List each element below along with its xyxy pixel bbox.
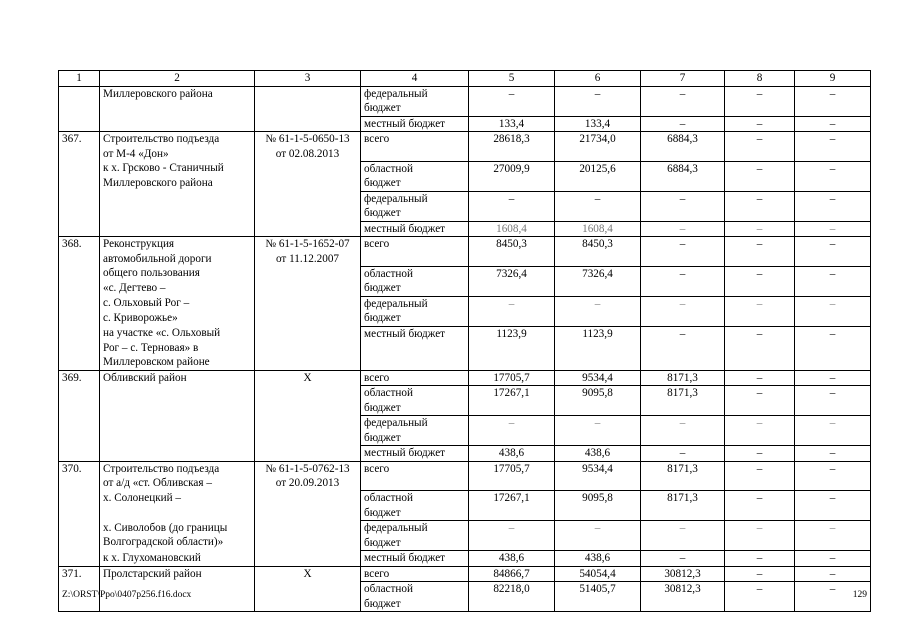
funding-source-line: областной	[364, 267, 413, 280]
amount-cell: 28618,3	[469, 132, 555, 162]
amount-cell: 1123,9	[469, 326, 555, 370]
object-name-line: общего пользования	[103, 267, 200, 279]
row-number	[59, 86, 100, 116]
funding-source-line: областной	[364, 162, 413, 175]
funding-source-line: всего	[364, 462, 390, 475]
amount-cell: 9095,8	[555, 491, 641, 521]
table-row	[59, 416, 871, 446]
object-name	[100, 416, 255, 446]
object-name-line: Обливский район	[103, 371, 187, 384]
amount-cell: –	[641, 116, 725, 132]
amount-cell: –	[725, 461, 795, 491]
amount-cell: –	[725, 116, 795, 132]
document-reference-line: Х	[303, 567, 312, 580]
amount-cell: –	[641, 191, 725, 221]
table-row	[59, 237, 871, 267]
object-name	[100, 551, 255, 567]
amount-cell: 54054,4	[555, 566, 641, 582]
object-name-line: х. Сиволобов (до границы	[103, 521, 228, 534]
row-number	[59, 296, 100, 326]
amount-cell: 8450,3	[555, 237, 641, 267]
document-reference	[255, 296, 361, 326]
amount-cell: –	[795, 446, 871, 462]
amount-cell: –	[641, 237, 725, 267]
document-reference	[255, 446, 361, 462]
object-name-line: Строительство подъезда	[103, 462, 220, 475]
object-name-line: Рог – с. Терновая» в	[103, 341, 199, 354]
table-row	[59, 296, 871, 326]
funding-source-line: бюджет	[364, 431, 401, 444]
funding-source-line: всего	[364, 133, 390, 145]
document-reference-line: от 02.08.2013	[275, 147, 340, 160]
amount-cell: –	[555, 521, 641, 551]
amount-cell: 20125,6	[555, 161, 641, 191]
amount-cell: 17705,7	[469, 461, 555, 491]
funding-source-line: местный бюджет	[364, 552, 446, 564]
funding-source	[361, 237, 469, 267]
amount-cell: –	[641, 296, 725, 326]
amount-cell: –	[795, 582, 871, 612]
amount-cell: –	[795, 386, 871, 416]
document-reference	[255, 416, 361, 446]
object-name-line: Миллеровского района	[103, 176, 213, 189]
table-row	[59, 116, 871, 132]
object-name-line: с. Криворожье»	[103, 311, 178, 324]
amount-cell: –	[641, 521, 725, 551]
table-row	[59, 461, 871, 491]
amount-cell: 17267,1	[469, 386, 555, 416]
object-name-line: Миллеровского района	[103, 87, 213, 100]
amount-cell: 133,4	[555, 116, 641, 132]
object-name	[100, 370, 255, 386]
document-reference	[255, 221, 361, 237]
column-header: 1	[59, 71, 100, 87]
amount-cell: –	[795, 132, 871, 162]
object-name-line: Пролстарский район	[103, 567, 202, 580]
amount-cell: –	[641, 446, 725, 462]
document-reference	[255, 86, 361, 116]
funding-source-line: бюджет	[364, 177, 401, 189]
object-name-line: Волгоградской области)»	[103, 536, 224, 548]
document-reference	[255, 237, 361, 267]
object-name-line: к х. Глухомановский	[103, 551, 201, 564]
column-header: 5	[469, 71, 555, 87]
funding-source-line: федеральный	[364, 192, 428, 205]
amount-cell: –	[641, 416, 725, 446]
funding-source-line: всего	[364, 238, 390, 250]
column-header: 2	[100, 71, 255, 87]
object-name	[100, 266, 255, 296]
table-row	[59, 566, 871, 582]
column-header: 6	[555, 71, 641, 87]
row-number	[59, 416, 100, 446]
amount-cell: 8171,3	[641, 386, 725, 416]
funding-source-line: областной	[364, 492, 413, 504]
amount-cell: 27009,9	[469, 161, 555, 191]
column-header: 9	[795, 71, 871, 87]
object-name-line: х. Солонецкий –	[103, 491, 182, 504]
amount-cell: 1608,4	[469, 221, 555, 237]
amount-cell: –	[795, 370, 871, 386]
row-number	[59, 386, 100, 416]
row-number	[59, 326, 100, 370]
amount-cell: –	[725, 446, 795, 462]
row-number: 369.	[59, 370, 100, 386]
table-row	[59, 370, 871, 386]
object-name	[100, 521, 255, 551]
funding-source	[361, 566, 469, 582]
funding-source-line: местный бюджет	[364, 222, 446, 235]
amount-cell: 8450,3	[469, 237, 555, 267]
object-name-line: на участке «с. Ольховый	[103, 327, 221, 339]
document-reference	[255, 551, 361, 567]
amount-cell: –	[795, 86, 871, 116]
object-name	[100, 161, 255, 191]
amount-cell: –	[641, 326, 725, 370]
funding-source-line: бюджет	[364, 312, 401, 324]
amount-cell: 438,6	[469, 446, 555, 462]
funding-source-line: федеральный	[364, 522, 428, 534]
funding-source	[361, 161, 469, 191]
amount-cell: 1608,4	[555, 221, 641, 237]
table-row	[59, 266, 871, 296]
amount-cell: –	[795, 266, 871, 296]
budget-table	[58, 70, 871, 612]
amount-cell: –	[795, 461, 871, 491]
document-reference	[255, 132, 361, 162]
row-number: 370.	[59, 461, 100, 491]
row-number	[59, 161, 100, 191]
amount-cell: –	[725, 386, 795, 416]
funding-source	[361, 221, 469, 237]
column-header: 8	[725, 71, 795, 87]
amount-cell: –	[725, 416, 795, 446]
object-name-line: автомобильной дороги	[103, 252, 212, 265]
amount-cell: –	[725, 237, 795, 267]
object-name	[100, 221, 255, 237]
object-name-line: «с. Дегтево –	[103, 281, 166, 294]
amount-cell: –	[795, 221, 871, 237]
amount-cell: –	[795, 116, 871, 132]
object-name-line: с. Ольховый Рог –	[103, 297, 190, 309]
amount-cell: 82218,0	[469, 582, 555, 612]
amount-cell: –	[555, 416, 641, 446]
amount-cell: –	[725, 86, 795, 116]
funding-source	[361, 132, 469, 162]
amount-cell: –	[725, 221, 795, 237]
document-reference	[255, 191, 361, 221]
amount-cell: 438,6	[469, 551, 555, 567]
amount-cell: –	[795, 161, 871, 191]
funding-source	[361, 296, 469, 326]
amount-cell: –	[469, 521, 555, 551]
object-name	[100, 237, 255, 267]
amount-cell: –	[795, 296, 871, 326]
row-number	[59, 491, 100, 521]
funding-source-line: бюджет	[364, 597, 401, 610]
funding-source	[361, 446, 469, 462]
amount-cell: 30812,3	[641, 566, 725, 582]
table-row	[59, 326, 871, 370]
amount-cell: –	[469, 296, 555, 326]
document-reference	[255, 116, 361, 132]
row-number	[59, 116, 100, 132]
funding-source-line: местный бюджет	[364, 117, 446, 130]
amount-cell: –	[641, 86, 725, 116]
amount-cell: 7326,4	[469, 266, 555, 296]
column-header: 7	[641, 71, 725, 87]
funding-source	[361, 521, 469, 551]
amount-cell: –	[725, 582, 795, 612]
funding-source-line: всего	[364, 567, 390, 580]
amount-cell: –	[795, 566, 871, 582]
amount-cell: 8171,3	[641, 461, 725, 491]
row-number	[59, 551, 100, 567]
amount-cell: 17267,1	[469, 491, 555, 521]
amount-cell: 438,6	[555, 446, 641, 462]
amount-cell: –	[641, 551, 725, 567]
object-name	[100, 191, 255, 221]
object-name-line: Реконструкция	[103, 238, 175, 250]
row-number	[59, 521, 100, 551]
table-row	[59, 446, 871, 462]
amount-cell: –	[795, 191, 871, 221]
document-reference	[255, 521, 361, 551]
column-header: 4	[361, 71, 469, 87]
page-number: 129	[852, 590, 867, 600]
funding-source-line: местный бюджет	[364, 447, 446, 459]
table-header-row	[59, 71, 871, 87]
funding-source	[361, 416, 469, 446]
amount-cell: 9534,4	[555, 370, 641, 386]
funding-source-line: бюджет	[364, 207, 401, 219]
funding-source	[361, 326, 469, 370]
document-reference	[255, 161, 361, 191]
amount-cell: 6884,3	[641, 132, 725, 162]
document-reference-line: от 11.12.2007	[275, 252, 340, 265]
object-name	[100, 116, 255, 132]
amount-cell: –	[795, 326, 871, 370]
funding-source	[361, 582, 469, 612]
amount-cell: 6884,3	[641, 161, 725, 191]
document-reference-line: Х	[303, 371, 312, 384]
amount-cell: –	[725, 491, 795, 521]
object-name	[100, 491, 255, 521]
document-reference	[255, 266, 361, 296]
document-reference-line: № 61-1-5-0762-13	[265, 462, 350, 475]
amount-cell: –	[555, 86, 641, 116]
document-reference	[255, 370, 361, 386]
document-reference	[255, 566, 361, 582]
amount-cell: 438,6	[555, 551, 641, 567]
table-row	[59, 386, 871, 416]
funding-source-line: федеральный	[364, 87, 428, 100]
funding-source-line: областной	[364, 583, 413, 595]
amount-cell: –	[725, 326, 795, 370]
object-name	[100, 296, 255, 326]
amount-cell: 30812,3	[641, 582, 725, 612]
table-row	[59, 521, 871, 551]
funding-source	[361, 86, 469, 116]
amount-cell: –	[725, 521, 795, 551]
row-number: 368.	[59, 237, 100, 267]
object-name	[100, 326, 255, 370]
funding-source-line: бюджет	[364, 536, 401, 549]
table-row	[59, 161, 871, 191]
amount-cell: –	[641, 221, 725, 237]
object-name	[100, 461, 255, 491]
row-number: 371.	[59, 566, 100, 582]
amount-cell: –	[469, 86, 555, 116]
amount-cell: –	[555, 191, 641, 221]
table-row	[59, 132, 871, 162]
document-reference	[255, 326, 361, 370]
amount-cell: –	[469, 416, 555, 446]
table-row	[59, 491, 871, 521]
funding-source	[361, 491, 469, 521]
funding-source	[361, 191, 469, 221]
amount-cell: 9534,4	[555, 461, 641, 491]
amount-cell: –	[725, 191, 795, 221]
amount-cell: –	[725, 551, 795, 567]
row-number	[59, 446, 100, 462]
table-row	[59, 191, 871, 221]
amount-cell: –	[795, 416, 871, 446]
object-name-line: Строительство подъезда	[103, 133, 220, 145]
funding-source	[361, 461, 469, 491]
row-number	[59, 221, 100, 237]
amount-cell: –	[795, 491, 871, 521]
object-name	[100, 132, 255, 162]
amount-cell: –	[725, 161, 795, 191]
funding-source-line: областной	[364, 387, 413, 399]
document-reference-line: № 61-1-5-1652-07	[265, 238, 350, 250]
amount-cell: –	[725, 566, 795, 582]
object-name-line: Миллеровском районе	[103, 356, 210, 368]
amount-cell: 133,4	[469, 116, 555, 132]
amount-cell: –	[469, 191, 555, 221]
amount-cell: –	[725, 132, 795, 162]
file-path: Z:\ORST\Ppo\0407p256.f16.docx	[62, 590, 192, 600]
funding-source-line: федеральный	[364, 417, 428, 429]
amount-cell: 8171,3	[641, 370, 725, 386]
object-name-line: от М-4 «Дон»	[103, 147, 169, 160]
amount-cell: –	[795, 551, 871, 567]
funding-source	[361, 266, 469, 296]
funding-source-line: бюджет	[364, 102, 401, 114]
table-row	[59, 86, 871, 116]
table-row	[59, 551, 871, 567]
funding-source	[361, 370, 469, 386]
funding-source-line: местный бюджет	[364, 327, 446, 340]
funding-source-line: всего	[364, 371, 390, 384]
object-name-line: к х. Грсково - Станичный	[103, 162, 224, 174]
document-reference	[255, 386, 361, 416]
document-reference	[255, 491, 361, 521]
funding-source-line: бюджет	[364, 506, 401, 519]
document-reference-line: № 61-1-5-0650-13	[265, 133, 350, 145]
funding-source	[361, 116, 469, 132]
funding-source-line: бюджет	[364, 401, 401, 414]
row-number: 367.	[59, 132, 100, 162]
row-number	[59, 266, 100, 296]
amount-cell: –	[555, 296, 641, 326]
amount-cell: –	[641, 266, 725, 296]
amount-cell: 1123,9	[555, 326, 641, 370]
amount-cell: 7326,4	[555, 266, 641, 296]
document-reference-line: от 20.09.2013	[275, 477, 340, 489]
object-name	[100, 566, 255, 582]
amount-cell: –	[725, 266, 795, 296]
amount-cell: 21734,0	[555, 132, 641, 162]
document-reference	[255, 582, 361, 612]
funding-source-line: федеральный	[364, 297, 428, 310]
amount-cell: –	[725, 296, 795, 326]
amount-cell: –	[795, 237, 871, 267]
document-reference	[255, 461, 361, 491]
amount-cell: –	[725, 370, 795, 386]
object-name-line: от а/д «ст. Обливская –	[103, 477, 212, 489]
table-row	[59, 221, 871, 237]
amount-cell: –	[795, 521, 871, 551]
object-name	[100, 386, 255, 416]
amount-cell: 51405,7	[555, 582, 641, 612]
row-number	[59, 191, 100, 221]
funding-source-line: бюджет	[364, 282, 401, 294]
amount-cell: 84866,7	[469, 566, 555, 582]
funding-source	[361, 551, 469, 567]
object-name	[100, 86, 255, 116]
object-name	[100, 446, 255, 462]
amount-cell: 9095,8	[555, 386, 641, 416]
table-body	[59, 86, 871, 612]
amount-cell: 17705,7	[469, 370, 555, 386]
amount-cell: 8171,3	[641, 491, 725, 521]
funding-source	[361, 386, 469, 416]
column-header: 3	[255, 71, 361, 87]
